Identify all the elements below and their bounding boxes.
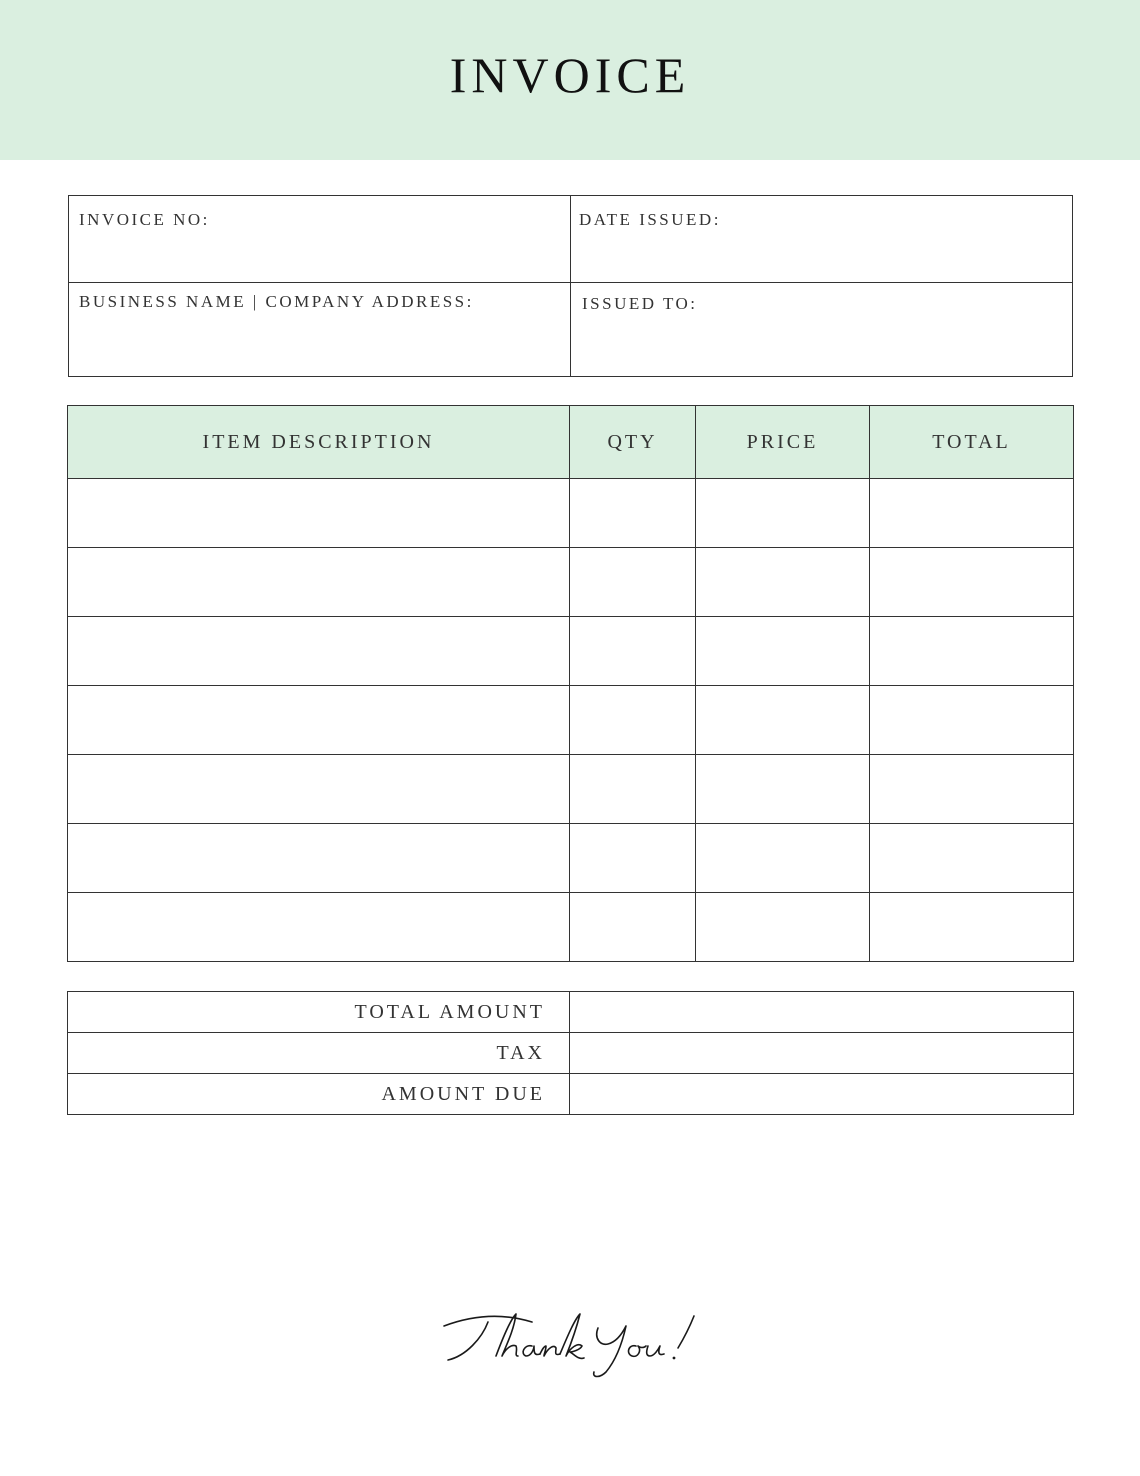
table-row bbox=[68, 824, 1074, 893]
amount-due-label: AMOUNT DUE bbox=[68, 1074, 570, 1115]
total-amount-label: TOTAL AMOUNT bbox=[68, 992, 570, 1033]
date-issued-label: DATE ISSUED: bbox=[579, 210, 721, 229]
qty-cell[interactable] bbox=[570, 686, 696, 755]
info-divider-vertical bbox=[570, 196, 571, 376]
total-amount-row bbox=[68, 992, 1074, 1033]
column-header-item-description: ITEM DESCRIPTION bbox=[68, 406, 570, 479]
tax-label: TAX bbox=[68, 1033, 570, 1074]
qty-cell[interactable] bbox=[570, 479, 696, 548]
total-cell[interactable] bbox=[870, 479, 1074, 548]
qty-cell[interactable] bbox=[570, 824, 696, 893]
total-cell[interactable] bbox=[870, 893, 1074, 962]
column-header-price: PRICE bbox=[696, 406, 870, 479]
table-row bbox=[68, 755, 1074, 824]
price-cell[interactable] bbox=[696, 755, 870, 824]
tax-value[interactable] bbox=[570, 1033, 1074, 1074]
table-row bbox=[68, 548, 1074, 617]
item-description-cell[interactable] bbox=[68, 824, 570, 893]
total-cell[interactable] bbox=[870, 824, 1074, 893]
table-row bbox=[68, 617, 1074, 686]
total-amount-value[interactable] bbox=[570, 992, 1074, 1033]
thank-you-signature-icon bbox=[436, 1300, 726, 1390]
total-cell[interactable] bbox=[870, 548, 1074, 617]
price-cell[interactable] bbox=[696, 479, 870, 548]
price-cell[interactable] bbox=[696, 824, 870, 893]
issued-to-label: ISSUED TO: bbox=[582, 294, 698, 313]
invoice-info-box bbox=[68, 195, 1073, 377]
total-cell[interactable] bbox=[870, 755, 1074, 824]
table-row bbox=[68, 479, 1074, 548]
amount-due-value[interactable] bbox=[570, 1074, 1074, 1115]
price-cell[interactable] bbox=[696, 617, 870, 686]
invoice-no-label: INVOICE NO: bbox=[79, 210, 210, 229]
qty-cell[interactable] bbox=[570, 617, 696, 686]
tax-row bbox=[68, 1033, 1074, 1074]
table-row bbox=[68, 893, 1074, 962]
total-cell[interactable] bbox=[870, 686, 1074, 755]
item-description-cell[interactable] bbox=[68, 755, 570, 824]
table-row bbox=[68, 686, 1074, 755]
page-title: INVOICE bbox=[449, 47, 691, 103]
item-description-cell[interactable] bbox=[68, 686, 570, 755]
item-description-cell[interactable] bbox=[68, 617, 570, 686]
qty-cell[interactable] bbox=[570, 755, 696, 824]
items-header-row bbox=[68, 406, 1074, 479]
item-description-cell[interactable] bbox=[68, 548, 570, 617]
price-cell[interactable] bbox=[696, 686, 870, 755]
totals-table bbox=[67, 991, 1074, 1115]
column-header-total: TOTAL bbox=[870, 406, 1074, 479]
total-cell[interactable] bbox=[870, 617, 1074, 686]
price-cell[interactable] bbox=[696, 548, 870, 617]
item-description-cell[interactable] bbox=[68, 893, 570, 962]
qty-cell[interactable] bbox=[570, 893, 696, 962]
price-cell[interactable] bbox=[696, 893, 870, 962]
amount-due-row bbox=[68, 1074, 1074, 1115]
qty-cell[interactable] bbox=[570, 548, 696, 617]
business-name-label: BUSINESS NAME | COMPANY ADDRESS: bbox=[79, 292, 474, 311]
item-description-cell[interactable] bbox=[68, 479, 570, 548]
items-table bbox=[67, 405, 1074, 962]
info-divider-horizontal bbox=[69, 282, 1072, 283]
column-header-qty: QTY bbox=[570, 406, 696, 479]
